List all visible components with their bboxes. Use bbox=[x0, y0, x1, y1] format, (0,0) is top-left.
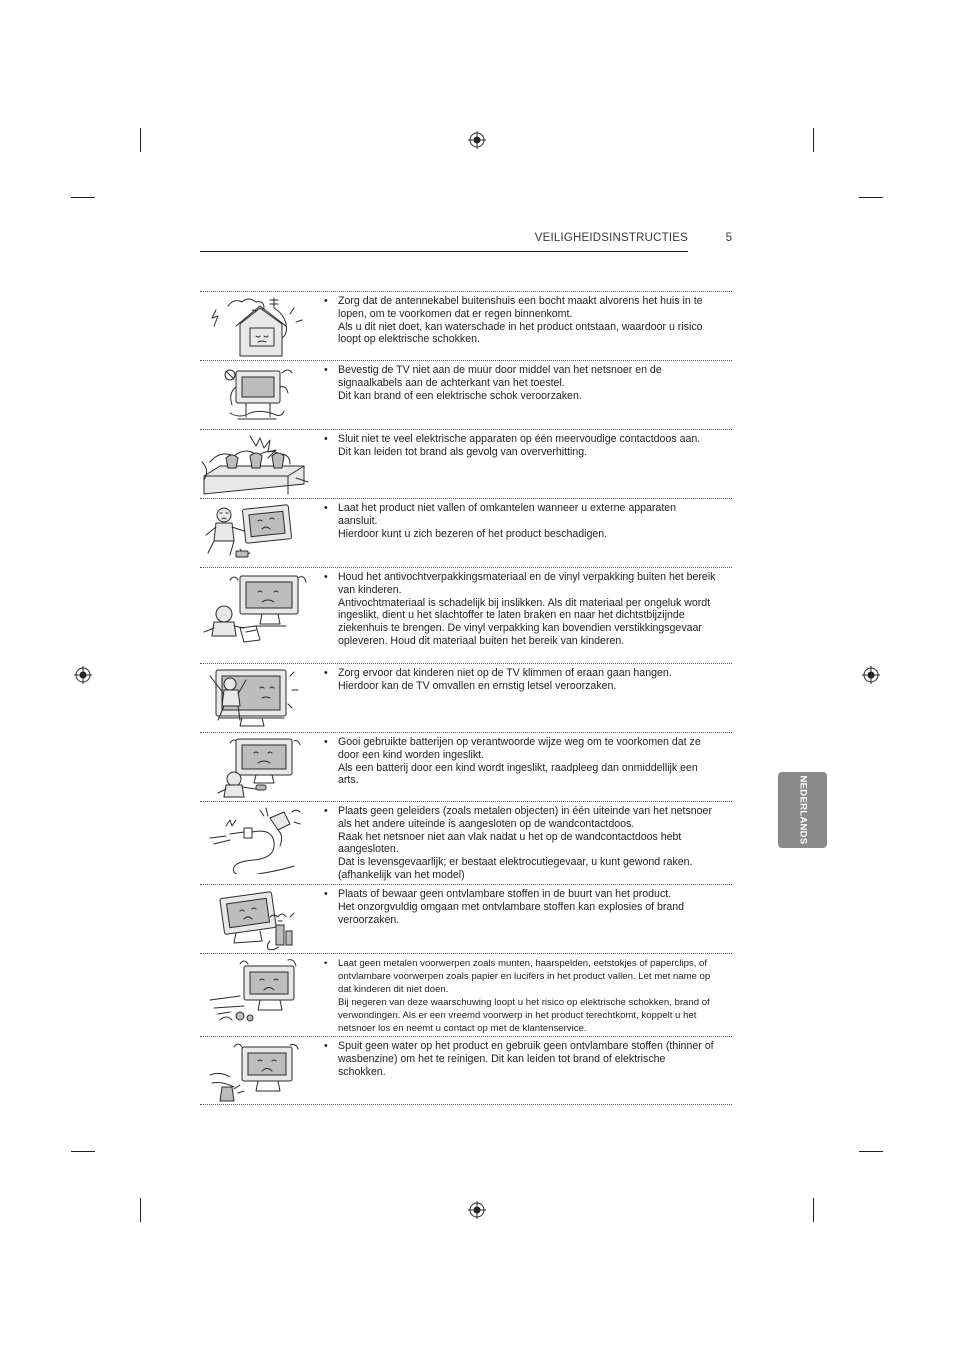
instruction-text bbox=[324, 502, 716, 540]
crop-mark bbox=[859, 1151, 883, 1152]
text-line: Als u dit niet doet, kan waterschade in het product ontstaan, waardoor u risico loopt op elektrische schokken. bbox=[338, 320, 703, 346]
text-line: Gooi gebruikte batterijen op verantwoorde wijze weg om te voorkomen dat ze door een kind worden ingeslikt. bbox=[338, 736, 701, 761]
house-antenna-illustration-icon bbox=[200, 294, 310, 358]
crop-mark bbox=[140, 1198, 141, 1222]
list-item bbox=[200, 801, 732, 884]
list-item bbox=[200, 498, 732, 567]
text-line: Het onzorgvuldig omgaan met ontvlambare stoffen kan explosies of brand veroorzaken. bbox=[338, 900, 685, 926]
instruction-text bbox=[324, 571, 716, 648]
crop-mark bbox=[71, 1151, 95, 1152]
text-line: Dit kan leiden tot brand als gevolg van oververhitting. bbox=[338, 445, 588, 458]
instruction-text bbox=[324, 364, 716, 402]
child-packaging-illustration-icon bbox=[200, 570, 310, 644]
instruction-text bbox=[324, 957, 716, 1035]
section-title: VEILIGHEIDSINSTRUCTIES bbox=[534, 232, 688, 244]
crop-mark bbox=[813, 1198, 814, 1222]
text-line: Zorg ervoor dat kinderen niet op de TV klimmen of eraan gaan hangen. bbox=[338, 667, 672, 679]
page-number: 5 bbox=[725, 232, 732, 244]
text-line: Raak het netsnoer niet aan vlak nadat u het op de wandcontactdoos hebt aangesloten. bbox=[338, 830, 682, 856]
text-line: Hierdoor kan de TV omvallen en ernstig letsel veroorzaken. bbox=[338, 679, 617, 692]
list-item bbox=[200, 953, 732, 1036]
child-climbing-tv-illustration-icon bbox=[200, 666, 310, 730]
plug-metal-object-illustration-icon bbox=[200, 804, 310, 874]
bullet: • bbox=[324, 805, 328, 817]
text-line: Laat geen metalen voorwerpen zoals munten, haarspelden, eetstokjes of paperclips, of ontvlambare voorwerpen zoals papier en lucifers in het product vallen. Let met name op dat kinderen dit niet doen. bbox=[338, 958, 711, 995]
crop-mark bbox=[859, 197, 883, 198]
header-rule bbox=[200, 251, 688, 252]
registration-mark-icon bbox=[468, 131, 486, 149]
list-item bbox=[200, 291, 732, 360]
bullet: • bbox=[324, 571, 328, 583]
bullet: • bbox=[324, 736, 328, 748]
list-item bbox=[200, 884, 732, 953]
bullet: • bbox=[324, 295, 328, 307]
text-line: Hierdoor kunt u zich bezeren of het product beschadigen. bbox=[338, 527, 608, 540]
text-line: Dat is levensgevaarlijk; er bestaat elektrocutiegevaar, u kunt gewond raken. (afhankelijk van het model) bbox=[338, 856, 693, 881]
instruction-text bbox=[324, 295, 716, 346]
list-item bbox=[200, 663, 732, 732]
text-line: Antivochtmateriaal is schadelijk bij inslikken. Als dit materiaal per ongeluk wordt ingeslikt, dient u het slachtoffer te laten braken en naar het dichtstbijzijnde ziekenhuis te brengen. De vinyl verpakking kan bovendien verstikkingsgevaar opleveren. Houd dit materiaal buiten het bereik van kinderen. bbox=[338, 596, 711, 647]
bullet: • bbox=[324, 888, 328, 900]
list-item bbox=[200, 429, 732, 498]
list-item bbox=[200, 1036, 732, 1105]
bullet: • bbox=[324, 958, 328, 969]
registration-mark-icon bbox=[468, 1201, 486, 1219]
registration-mark-icon bbox=[862, 666, 880, 684]
text-line: Als een batterij door een kind wordt ingeslikt, raadpleeg dan onmiddellijk een arts. bbox=[338, 761, 698, 787]
bullet: • bbox=[324, 667, 328, 679]
language-tab-label: NEDERLANDS bbox=[797, 775, 808, 845]
tv-falling-illustration-icon bbox=[200, 501, 310, 565]
crop-mark bbox=[813, 128, 814, 152]
bullet: • bbox=[324, 1040, 328, 1052]
tv-water-spray-illustration-icon bbox=[200, 1039, 310, 1103]
text-line: Bevestig de TV niet aan de muur door middel van het netsnoer en de signaalkabels aan de achterkant van het toestel. bbox=[338, 364, 662, 389]
crop-mark bbox=[140, 128, 141, 152]
text-line: Sluit niet te veel elektrische apparaten op één meervoudige contactdoos aan. bbox=[338, 433, 701, 445]
instruction-text bbox=[324, 433, 716, 459]
tv-cable-wall-illustration-icon bbox=[200, 363, 310, 427]
bullet: • bbox=[324, 433, 328, 445]
power-strip-illustration-icon bbox=[200, 432, 310, 496]
text-line: Zorg dat de antennekabel buitenshuis een bocht maakt alvorens het huis in te lopen, om te voorkomen dat er regen binnenkomt. bbox=[338, 295, 703, 320]
list-item bbox=[200, 360, 732, 429]
text-line: Laat het product niet vallen of omkantelen wanneer u externe apparaten aansluit. bbox=[338, 502, 677, 527]
text-line: Plaats geen geleiders (zoals metalen objecten) in één uiteinde van het netsnoer als het andere uiteinde is aangesloten op de wandcontactdoos. bbox=[338, 805, 712, 830]
language-tab bbox=[778, 772, 827, 848]
instruction-text bbox=[324, 1040, 716, 1078]
crop-mark bbox=[71, 197, 95, 198]
registration-mark-icon bbox=[74, 666, 92, 684]
list-item bbox=[200, 732, 732, 801]
bullet: • bbox=[324, 364, 328, 376]
safety-instructions-list bbox=[200, 291, 732, 1105]
instruction-text bbox=[324, 736, 716, 787]
text-line: Houd het antivochtverpakkingsmateriaal en de vinyl verpakking buiten het bereik van kinderen. bbox=[338, 571, 716, 596]
text-line: Spuit geen water op het product en gebruik geen ontvlambare stoffen (thinner of wasbenzine) om het te reinigen. Dit kan leiden tot brand of elektrische schokken. bbox=[338, 1040, 714, 1078]
text-line: Dit kan brand of een elektrische schok veroorzaken. bbox=[338, 389, 582, 402]
bullet: • bbox=[324, 502, 328, 514]
instruction-text bbox=[324, 667, 716, 693]
tv-metal-objects-illustration-icon bbox=[200, 956, 310, 1028]
text-line: Bij negeren van deze waarschuwing loopt u het risico op elektrische schokken, brand of verwondingen. Als er een vreemd voorwerp in het product terechtkomt, koppelt u het netsnoer los en neemt u contact op met de klantenservice. bbox=[338, 997, 710, 1034]
list-item bbox=[200, 567, 732, 663]
tv-flammable-illustration-icon bbox=[200, 887, 310, 951]
running-header bbox=[200, 232, 732, 252]
text-line: Plaats of bewaar geen ontvlambare stoffen in de buurt van het product. bbox=[338, 888, 672, 900]
child-battery-illustration-icon bbox=[200, 735, 310, 799]
instruction-text bbox=[324, 805, 716, 882]
instruction-text bbox=[324, 888, 716, 926]
